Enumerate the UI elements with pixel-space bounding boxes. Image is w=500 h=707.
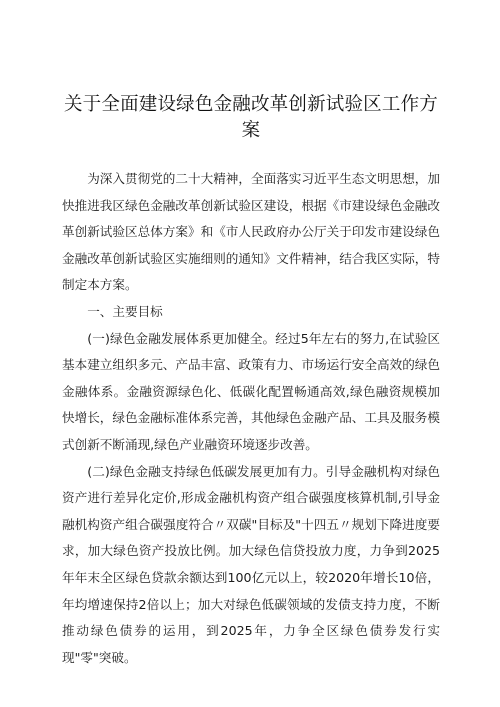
intro-paragraph: 为深入贯彻党的二十大精神，全面落实习近平生态文明思想，加快推进我区绿色金融改革创新试验区建设，根据《市建设绿色金融改革创新试验区总体方案》和《市人民政府办公厅关于印发市建设绿色金融改革创新试验区实施细则的通知》文件精神，结合我区实际，特制定本方案。 — [62, 171, 440, 293]
goal-paragraph-2: (二)绿色金融支持绿色低碳发展更加有力。引导金融机构对绿色资产进行差异化定价,形成金融机构资产组合碳强度核算机制,引导金融机构资产组合碳强度符合〃双碳"目标及"十四五〃规划下降进度要求，加大绿色资产投放比例。加大绿色信贷投放力度，力争到2025年年末全区绿色贷款余额达到100亿元以上，较2020年增长10倍，年均增速保持2倍以上；加大对绿色低碳领域的发债支持力度，不断推动绿色债券的运用，到2025年，力争全区绿色债券发行实现"零"突破。 — [62, 463, 440, 665]
document-body — [62, 166, 440, 671]
goal-paragraph-1: (一)绿色金融发展体系更加健全。经过5年左右的努力,在试验区基本建立组织多元、产品丰富、政策有力、市场运行安全高效的绿色金融体系。金融资源绿色化、低碳化配置畅通高效,绿色融资规模加快增长，绿色金融标准体系完善，其他绿色金融产品、工具及服务模式创新不断涌现,绿色产业融资环境逐步改善。 — [62, 330, 440, 452]
section-heading-main-goals: 一、主要目标 — [87, 303, 163, 319]
document-title: 关于全面建设绿色金融改革创新试验区工作方案 — [63, 94, 438, 141]
